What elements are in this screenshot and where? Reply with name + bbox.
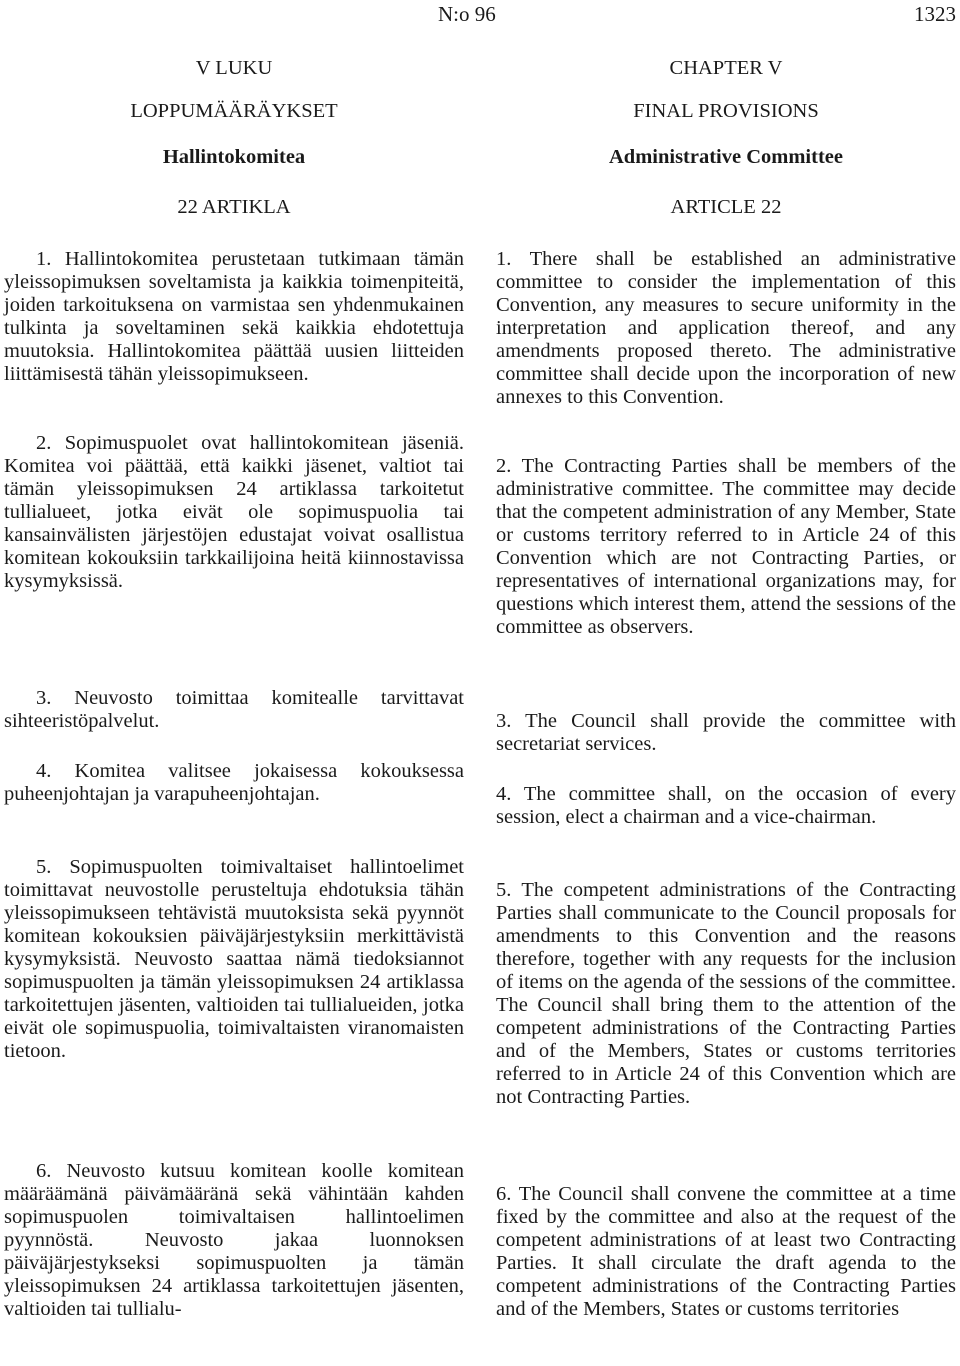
paragraph-1: 1. Hallintokomitea perustetaan tutkimaan tämän yleissopimuksen soveltamista ja kaikkia toimenpiteitä, joiden tarkoituksena on varmistaa sen yhdenmukainen tulkinta ja soveltaminen sekä kaikkia ehdotettuja muutoksia. Hallintokomitea päättää uusien liitteiden liittämisestä tähän yleissopimukseen. — [4, 248, 464, 385]
page-number: 1323 — [914, 2, 956, 26]
section-heading: Hallintokomitea — [162, 146, 306, 168]
chapter-heading: V LUKU — [195, 57, 273, 79]
paragraph-3: 3. Neuvosto toimittaa komitealle tarvittavat sihteeristöpalvelut. — [4, 687, 464, 732]
paragraph-5: 5. The competent administrations of the Contracting Parties shall communicate to the Council proposals for amendments to this Convention and the reasons therefore, together with any requests for the inclusion of items on the agenda of the sessions of the committee. The Council shall bring them to the attention of the competent administrations of the Contracting Parties and of the Members, States or customs territories referred to in Article 24 of this Convention which are not Contracting Parties. — [496, 879, 956, 1108]
paragraph-6: 6. Neuvosto kutsuu komitean koolle komitean määräämänä päivämääränä sekä vähintään kahden sopimuspuolen toimivaltaisen hallintoelimen pyynnöstä. Neuvosto jakaa luonnoksen päiväjärjestykseksi sopimuspuolten ja tämän yleissopimuksen 24 artiklassa tarkoitettujen jäsenten, valtioiden tai tullialu- — [4, 1160, 464, 1320]
paragraph-2: 2. The Contracting Parties shall be members of the administrative committee. The committee may decide that the competent administration of any Member, State or customs territory referred to in Article 24 of this Convention which are not Contracting Parties, or representatives of international organizations may, for questions which interest them, attend the sessions of the committee as observers. — [496, 455, 956, 638]
page-header — [0, 0, 960, 36]
english-column — [496, 54, 956, 1321]
paragraph-6: 6. The Council shall convene the committee at a time fixed by the committee and also at the request of the competent administrations of at least two Contracting Parties. It shall circulate the draft agenda to the competent administrations of the Contracting Parties and of the Members, States or customs territories — [496, 1183, 956, 1320]
article-heading: ARTICLE 22 — [670, 196, 782, 218]
paragraph-3: 3. The Council shall provide the committee with secretariat services. — [496, 710, 956, 755]
finnish-column — [4, 54, 464, 1321]
article-heading: 22 ARTIKLA — [177, 196, 291, 218]
paragraph-4: 4. The committee shall, on the occasion of every session, elect a chairman and a vice-chairman. — [496, 783, 956, 828]
part-heading: FINAL PROVISIONS — [633, 100, 819, 122]
chapter-heading: CHAPTER V — [669, 57, 783, 79]
journal-number: N:o 96 — [438, 2, 496, 26]
paragraph-2: 2. Sopimuspuolet ovat hallintokomitean jäseniä. Komitea voi päättää, että kaikki jäsenet, valtiot tai tämän yleissopimuksen 24 artiklassa tarkoitetut tullialueet, jotka eivät ole sopimuspuolia tai kansainvälisten järjestöjen edustajat voivat osallistua komitean kokouksiin tarkkailijoina heitä kiinnostavissa kysymyksissä. — [4, 432, 464, 592]
paragraph-4: 4. Komitea valitsee jokaisessa kokouksessa puheenjohtajan ja varapuheenjohtajan. — [4, 760, 464, 805]
section-heading: Administrative Committee — [609, 146, 843, 168]
part-heading: LOPPUMÄÄRÄYKSET — [130, 100, 338, 122]
paragraph-5: 5. Sopimuspuolten toimivaltaiset hallintoelimet toimittavat neuvostolle perusteltuja ehdotuksia tähän yleissopimukseen tehtävistä muutoksista sekä pyynnöt komitean kokouksien päiväjärjestyksiin merkittävistä kysymyksistä. Neuvosto saattaa nämä tiedoksiannot sopimuspuolten ja tämän yleissopimuksen 24 artiklassa tarkoitettujen jäsenten, valtioiden tai tullialueiden, jotka eivät ole sopimuspuolia, toimivaltaisten viranomaisten tietoon. — [4, 856, 464, 1062]
paragraph-1: 1. There shall be established an administrative committee to consider the implementation of this Convention, any measures to secure uniformity in the interpretation and application thereof, and any amendments proposed thereto. The administrative committee shall decide upon the incorporation of new annexes to this Convention. — [496, 248, 956, 408]
